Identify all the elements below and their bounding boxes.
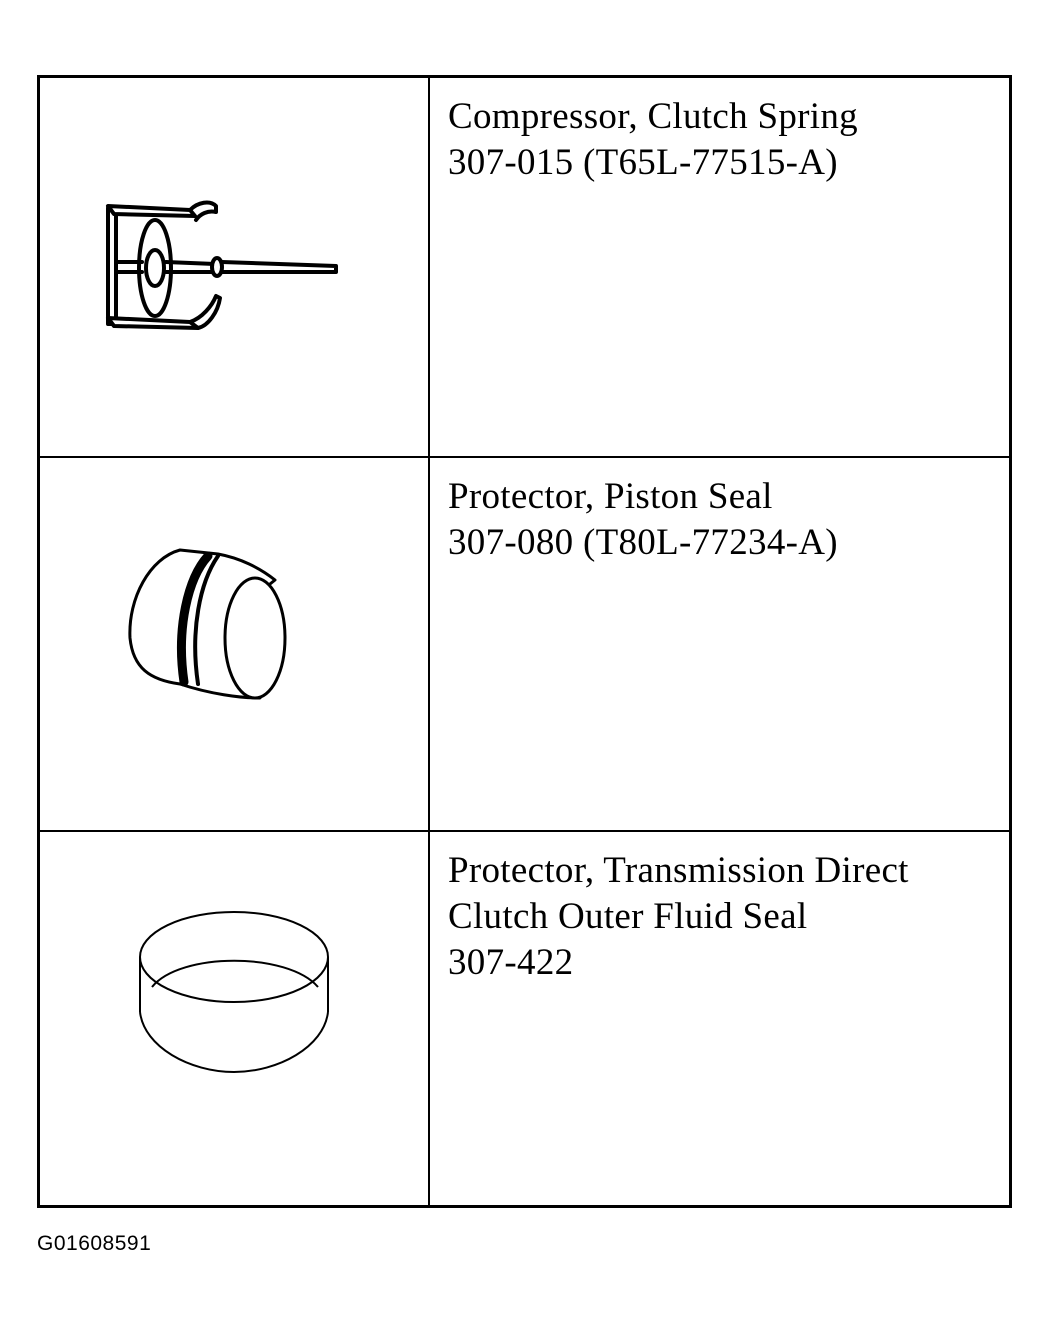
tool-description <box>432 78 1009 456</box>
tool-row-fluid-seal-protector <box>40 832 1009 1205</box>
fluid-seal-protector-ring-icon <box>40 832 428 1203</box>
tool-row-piston-seal-protector <box>40 458 1009 832</box>
tool-image-cell <box>40 458 430 830</box>
tool-name-line-1: Protector, Transmission Direct <box>448 850 909 891</box>
tool-name: Compressor, Clutch Spring <box>448 96 858 137</box>
tool-description <box>432 832 1009 1205</box>
tool-image-cell <box>40 78 430 456</box>
piston-seal-protector-icon <box>40 458 428 830</box>
special-tools-table <box>37 75 1012 1208</box>
tool-part-number: 307-015 (T65L-77515-A) <box>448 142 838 183</box>
tool-name-line-2: Clutch Outer Fluid Seal <box>448 896 808 937</box>
tool-image-cell <box>40 832 430 1205</box>
tool-name: Protector, Piston Seal <box>448 476 773 517</box>
tool-row-clutch-spring-compressor <box>40 78 1009 458</box>
tool-part-number: 307-422 <box>448 942 574 983</box>
tool-description <box>432 458 1009 830</box>
clutch-spring-compressor-icon <box>40 78 428 456</box>
tool-part-number: 307-080 (T80L-77234-A) <box>448 522 838 563</box>
figure-id: G01608591 <box>37 1232 152 1255</box>
